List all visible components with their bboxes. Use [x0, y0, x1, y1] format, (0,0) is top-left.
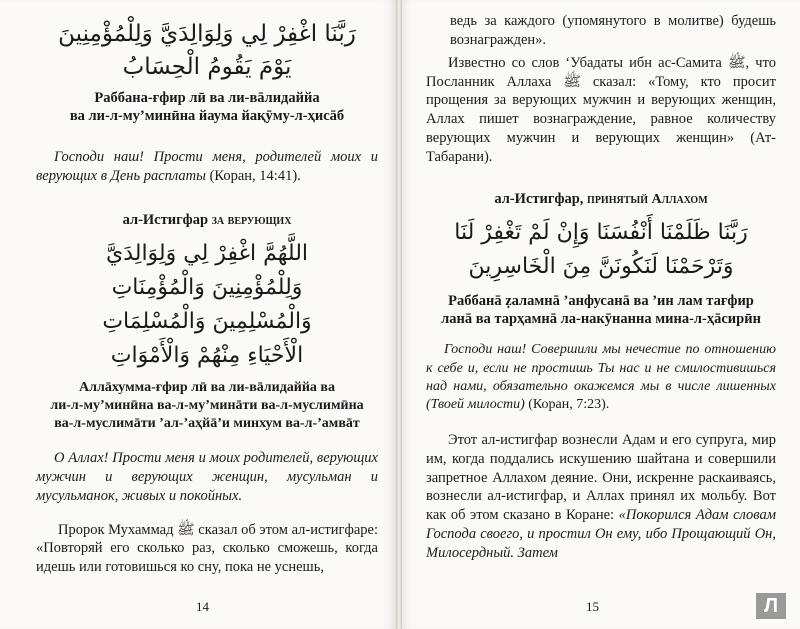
left-page [0, 0, 398, 629]
right-top-text: ведь за каждого (упомянутого в молитве) будешь вознагражден». [450, 13, 776, 48]
dua1-arabic [36, 18, 378, 85]
dua2-transliteration [36, 379, 378, 433]
arabic-line: رَبَّنَا اغْفِرْ لِي وَلِوَالِدَيَّ وَلِلْمُؤْمِنِينَ [58, 21, 356, 47]
heading-rest: за верующих [211, 213, 292, 229]
left-body-paragraph: Пророк Мухаммад ﷺ сказал об этом ал-истигфаре: «Повторяй его сколько раз, сколько сможешь, когда идешь или готовишься ко сну, пока не уснешь, [36, 521, 378, 576]
translit-line: ва-л-муслимāти ’ал-’аҳйā’и минхум ва-л-’амвāт [54, 416, 360, 432]
right-page [398, 0, 800, 629]
page-number-right: 15 [586, 599, 599, 614]
body-normal-text: Этот ал-истигфар вознесли Адам и его супруга, мир им, когда поддались искушению шайтана и совершили запретное Аллахом деяние. Они, искренне раскаиваясь, вознесли ал-истигфар, и Аллах принял их мольбу. Вот как об этом сказано в Коране: [426, 431, 776, 524]
dua1-transliteration [36, 89, 378, 126]
arabic-line: اللَّهُمَّ اغْفِرْ لِي وَلِوَالِدَيَّ [105, 241, 309, 267]
translit-line: Раббанā ẓаламнā ’анфусанā ва ’ин лам тағфир [448, 292, 754, 309]
dua3-arabic [426, 216, 776, 284]
dua3-transliteration [426, 292, 776, 329]
section-heading-accepted-istighfar [426, 191, 776, 208]
watermark-logo: Л [756, 593, 786, 619]
section-heading-istighfar-believers [36, 212, 378, 229]
arabic-line: وَتَرْحَمْنَا لَنَكُونَنَّ مِنَ الْخَاسِرِينَ [468, 253, 734, 279]
heading-prefix: ал-Истигфар [122, 212, 212, 229]
translit-line: ли-л-му’минӣна ва-л-му’минāти ва-л-муслимӣна [50, 398, 364, 414]
dua3-meaning [426, 341, 776, 415]
arabic-line: يَوْمَ يَقُومُ الْحِسَابُ [122, 54, 292, 81]
arabic-line: الْأَحْيَاءِ مِنْهُمْ وَالْأَمْوَاتِ [110, 343, 304, 369]
dua2-meaning [36, 449, 378, 506]
page-number-left: 14 [196, 599, 209, 614]
arabic-line: وَلِلْمُؤْمِنِينَ وَالْمُؤْمِنَاتِ [111, 275, 303, 301]
heading-prefix: ал-Истигфар, [494, 190, 588, 207]
dua1-meaning-text: Господи наш! Прости меня, родителей моих и верующих в День расплаты [36, 148, 378, 184]
body-italic-quote: «Покорился Адам словам Господа своего, и простил Он ему, ибо Прощающий Он, Милосердный. Затем [426, 507, 776, 561]
right-body-paragraph [426, 431, 776, 563]
dua1-quran-ref: (Коран, 14:41). [205, 167, 301, 184]
arabic-line: وَالْمُسْلِمِينَ وَالْمُسْلِمَاتِ [102, 309, 312, 335]
translit-line: Аллāхумма-ғфир лӣ ва ли-вāлидаййа ва [79, 380, 335, 396]
heading-rest: принятый Аллахом [587, 191, 708, 207]
hadith-paragraph: Известно со слов ‘Убадаты ибн ас-Самита ﷺ, что Посланник Аллаха ﷺ сказал: «Тому, кто просит прощения за верующих мужчин и верующих женщин, Аллах пишет вознаграждение, равное количеству верующих мужчин и верующих женщин» (Ат-Табарани). [426, 54, 777, 165]
dua2-meaning-text: О Аллах! Прости меня и моих родителей, верующих мужчин и верующих женщин, мусульман и мусульманок, живых и покойных. [36, 450, 378, 505]
arabic-line: رَبَّنَا ظَلَمْنَا أَنْفُسَنَا وَإِنْ لَمْ تَغْفِرْ لَنَا [454, 219, 748, 245]
translit-line: ланā ва тарҳамнā ла-накӯнанна мина-л-ҳāсирӣн [441, 311, 761, 328]
translit-line: ва ли-л-му’минӣна йаума йақӯму-л-ҳисāб [69, 108, 345, 125]
dua3-meaning-text: Господи наш! Совершили мы нечестие по отношению к себе и, если не простишь Ты нас и не смилостивишься над нами, обязательно окажемся мы в числе лишенных (Твоей милости) [426, 342, 776, 413]
dua1-meaning [36, 148, 378, 186]
dua3-quran-ref: (Коран, 7:23). [524, 397, 610, 413]
translit-line: Раббана-ғфир лӣ ва ли-вāлидаййа [94, 89, 320, 106]
book-gutter [396, 0, 402, 629]
dua2-arabic [36, 237, 378, 373]
